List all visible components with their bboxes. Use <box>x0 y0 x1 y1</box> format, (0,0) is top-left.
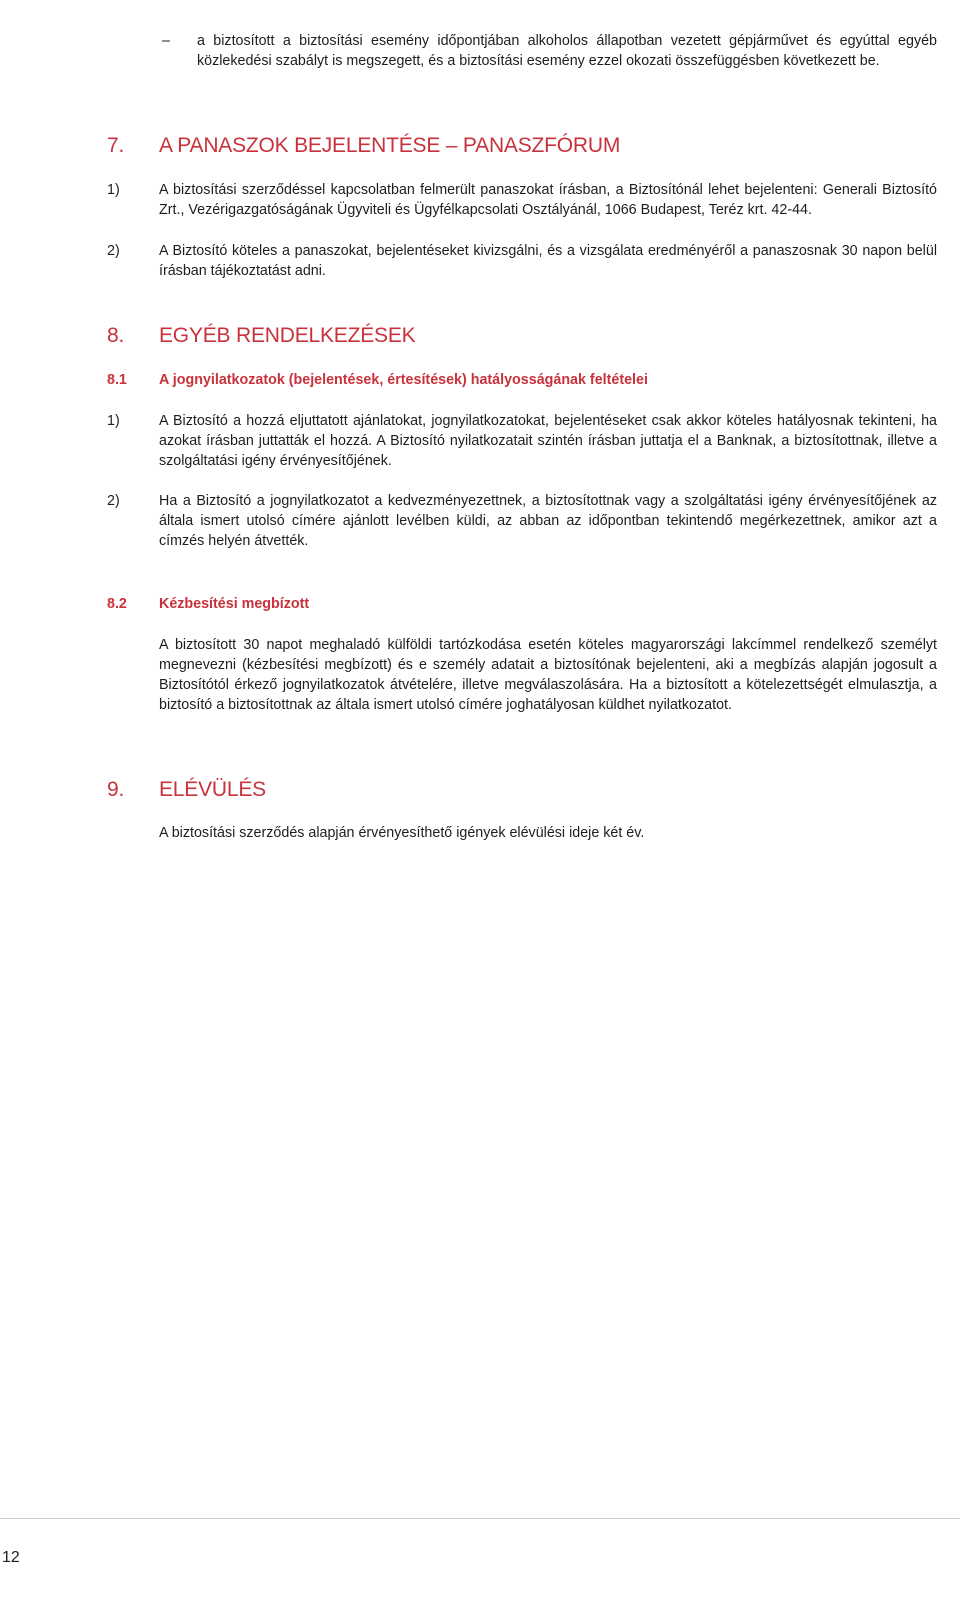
bullet-dash: – <box>162 33 170 49</box>
subsection-8-2-text: A biztosított 30 napot meghaladó külföldi tartózkodása esetén köteles magyarországi lakcímmel rendelkező személyt megnevezni (kézbesítési megbízott) és e személy adatait a biztosítónak bejelenteni, aki a megbízás alapján jogosult a Biztosítótól érkező jognyilatkozatok átvételére, illetve megválaszolására. Ha a biztosított a kötelezettségét elmulasztja, a biztosító a biztosítottnak az általa ismert utolsó címére joghatályosan küldhet nyilatkozatot. <box>159 637 937 713</box>
intro-text: a biztosított a biztosítási esemény időpontjában alkoholos állapotban vezetett gépjárművet és egyúttal egyéb közlekedési szabályt is megszegett, és a biztosítási esemény ezzel okozati összefüggésben következett be. <box>197 33 937 69</box>
section-9-heading <box>107 777 266 803</box>
subsection-8-2-heading <box>107 594 309 614</box>
subsection-8-1-number: 8.1 <box>107 372 127 388</box>
item-text: A Biztosító köteles a panaszokat, bejelentéseket kivizsgálni, és a vizsgálata eredményéről a panaszosnak 30 napon belül írásban tájékoztatást adni. <box>159 243 937 279</box>
item-number: 1) <box>107 182 120 198</box>
item-number: 2) <box>107 493 120 509</box>
section-7-number: 7. <box>107 134 125 157</box>
section-8-heading <box>107 323 415 349</box>
page-number: 12 <box>2 1549 20 1566</box>
item-text: A Biztosító a hozzá eljuttatott ajánlatokat, jognyilatkozatokat, bejelentéseket csak akkor köteles hatályosnak tekinteni, ha azokat írásban juttatták el hozzá. A Biztosító nyilatkozatait szintén írásban juttatja el a Banknak, a biztosítottnak, illetve a szolgáltatási igény érvényesítőjének. <box>159 413 937 469</box>
section-7-item-2 <box>107 241 937 281</box>
section-7-title: A PANASZOK BEJELENTÉSE – PANASZFÓRUM <box>159 134 621 157</box>
subsection-8-2-title: Kézbesítési megbízott <box>159 596 310 612</box>
subsection-8-1-item-1 <box>107 411 937 471</box>
section-8-title: EGYÉB RENDELKEZÉSEK <box>159 324 416 347</box>
section-7-item-1 <box>107 180 937 220</box>
item-text: Ha a Biztosító a jognyilatkozatot a kedvezményezettnek, a biztosítottnak vagy a szolgáltatási igény érvényesítőjének az általa ismert utolsó címére ajánlott levélben küldi, az abban az időpontban tekintendő megérkezettnek, amikor azt a címzés helyén átvették. <box>159 493 937 549</box>
intro-bullet <box>162 31 937 71</box>
subsection-8-1-title: A jognyilatkozatok (bejelentések, értesítések) hatályosságának feltételei <box>159 372 648 388</box>
section-9-title: ELÉVÜLÉS <box>159 778 266 801</box>
section-9-text: A biztosítási szerződés alapján érvényesíthető igények elévülési ideje két év. <box>159 825 645 841</box>
item-number: 1) <box>107 413 120 429</box>
section-8-number: 8. <box>107 324 125 347</box>
section-7-heading <box>107 133 620 159</box>
subsection-8-2-number: 8.2 <box>107 596 127 612</box>
item-number: 2) <box>107 243 120 259</box>
item-text: A biztosítási szerződéssel kapcsolatban felmerült panaszokat írásban, a Biztosítónál lehet bejelenteni: Generali Biztosító Zrt., Vezérigazgatóságának Ügyviteli és Ügyfélkapcsolati Osztályánál, 1066 Budapest, Teréz krt. 42-44. <box>159 182 937 218</box>
subsection-8-1-heading <box>107 370 648 390</box>
footer-divider <box>0 1518 960 1519</box>
section-9-number: 9. <box>107 778 125 801</box>
subsection-8-1-item-2 <box>107 491 937 551</box>
